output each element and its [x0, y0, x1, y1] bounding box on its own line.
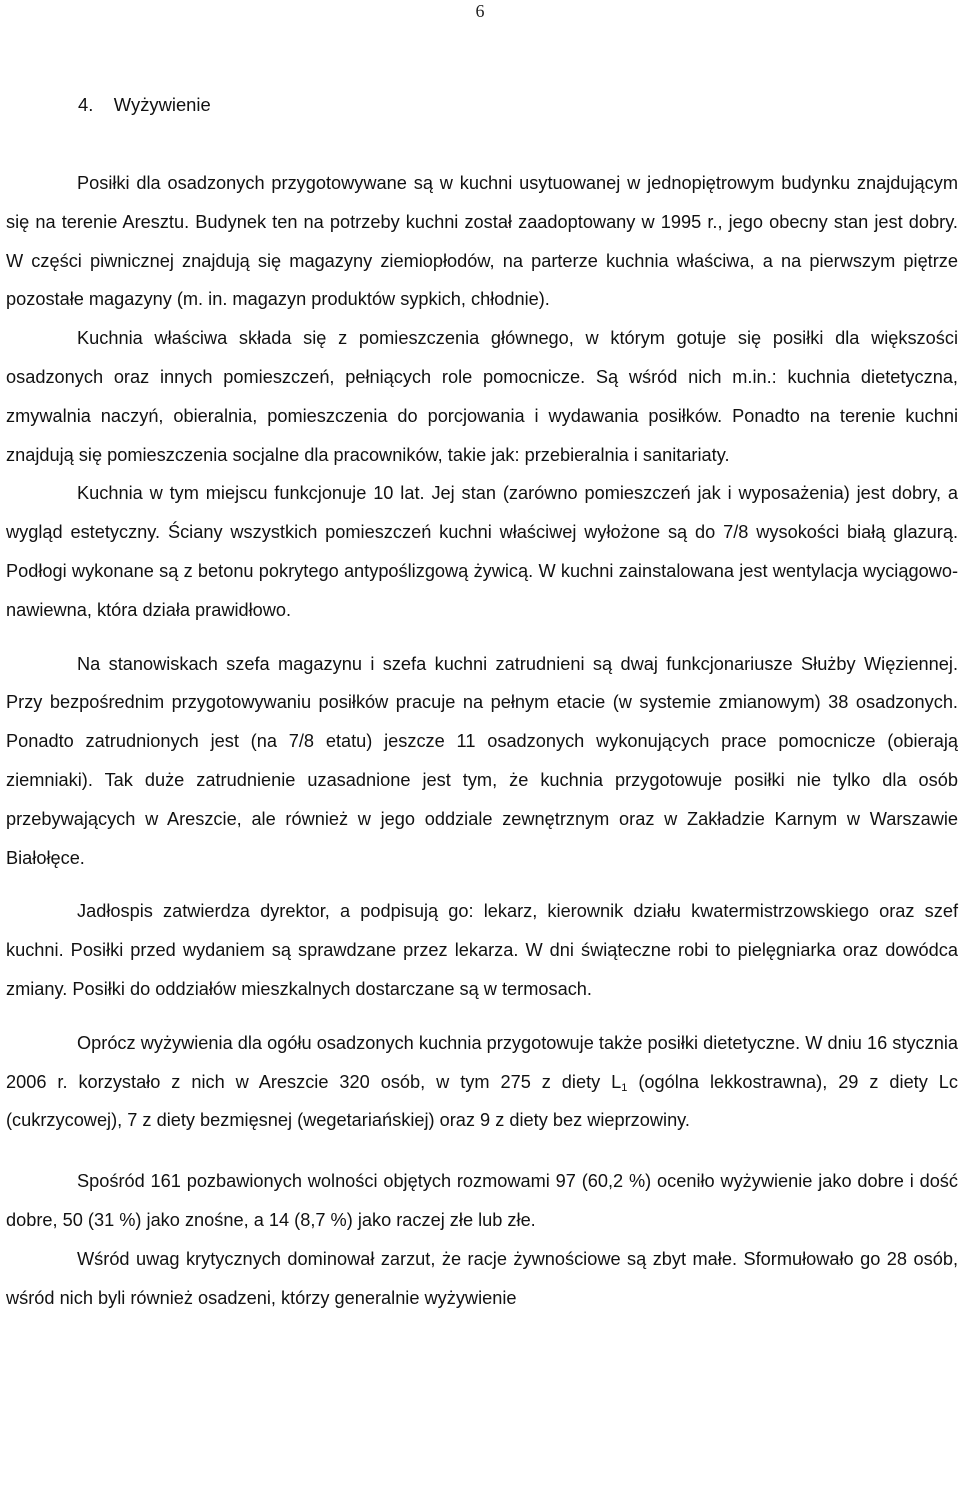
- diet-subscript: 1: [621, 1081, 628, 1094]
- paragraph-survey-results: Spośród 161 pozbawionych wolności objętych rozmowami 97 (60,2 %) oceniło wyżywienie jako dobre i dość dobre, 50 (31 %) jako znośne, a 14 (8,7 %) jako raczej złe lub złe.: [6, 1171, 958, 1230]
- page-number: 6: [475, 1, 485, 21]
- section-body: [6, 164, 958, 1317]
- diet-text-start: Oprócz wyżywienia dla ogółu osadzonych kuchnia przygotowuje także posiłki dietetyczne. W dniu 16 stycznia 2006 r. korzystało z nich w Areszcie 320 osób, w tym 275 z diety L: [6, 1032, 958, 1092]
- paragraph-kitchen-building: Posiłki dla osadzonych przygotowywane są w kuchni usytuowanej w jednopiętrowym budynku znajdującym się na terenie Aresztu. Budynek ten na potrzeby kuchni został zaadoptowany w 1995 r., jego obecny stan jest dobry. W części piwnicznej znajdują się magazyny ziemiopłodów, na parterze kuchnia właściwa, a na pierwszym piętrze pozostałe magazyny (m. in. magazyn produktów sypkich, chłodnie).: [6, 173, 958, 310]
- section-title: Wyżywienie: [113, 94, 211, 115]
- paragraph-menu-approval: Jadłospis zatwierdza dyrektor, a podpisują go: lekarz, kierownik działu kwatermistrzowskiego oraz szef kuchni. Posiłki przed wydaniem są sprawdzane przez lekarza. W dni świąteczne robi to pielęgniarka oraz dowódca zmiany. Posiłki do oddziałów mieszkalnych dostarczane są w termosach.: [6, 901, 958, 999]
- section-heading: [78, 86, 211, 125]
- paragraph-diet-meals: [6, 1024, 958, 1140]
- diet-text-end: (ogólna lekkostrawna), 29 z diety Lc (cukrzycowej), 7 z diety bezmięsnej (wegetariańskiej) oraz 9 z diety bez wieprzowiny.: [6, 1071, 958, 1131]
- paragraph-kitchen-staff: Na stanowiskach szefa magazynu i szefa kuchni zatrudnieni są dwaj funkcjonariusze Służby Więziennej. Przy bezpośrednim przygotowywaniu posiłków pracuje na pełnym etacie (w systemie zmianowym) 38 osadzonych. Ponadto zatrudnionych jest (na 7/8 etatu) jeszcze 11 osadzonych wykonujących prace pomocnicze (obierają ziemniaki). Tak duże zatrudnienie uzasadnione jest tym, że kuchnia przygotowuje posiłki nie tylko dla osób przebywających w Areszcie, ale również w jego oddziale zewnętrznym oraz w Zakładzie Karnym w Warszawie Białołęce.: [6, 653, 958, 868]
- paragraph-criticism: Wśród uwag krytycznych dominował zarzut, że racje żywnościowe są zbyt małe. Sformułowało go 28 osób, wśród nich byli również osadzeni, którzy generalnie wyżywienie: [6, 1248, 958, 1308]
- paragraph-kitchen-condition: Kuchnia w tym miejscu funkcjonuje 10 lat. Jej stan (zarówno pomieszczeń jak i wyposażenia) jest dobry, a wygląd estetyczny. Ściany wszystkich pomieszczeń kuchni właściwej wyłożone są do 7/8 wysokości białą glazurą. Podłogi wykonane są z betonu pokrytego antypoślizgową żywicą. W kuchni zainstalowana jest wentylacja wyciągowo-nawiewna, która działa prawidłowo.: [6, 483, 958, 620]
- paragraph-kitchen-rooms: Kuchnia właściwa składa się z pomieszczenia głównego, w którym gotuje się posiłki dla większości osadzonych oraz innych pomieszczeń, pełniących role pomocnicze. Są wśród nich m.in.: kuchnia dietetyczna, zmywalnia naczyń, obieralnia, pomieszczenia do porcjowania i wydawania posiłków. Ponadto na terenie kuchni znajdują się pomieszczenia socjalne dla pracowników, takie jak: przebieralnia i sanitariaty.: [6, 328, 958, 465]
- section-number: 4.: [78, 94, 94, 115]
